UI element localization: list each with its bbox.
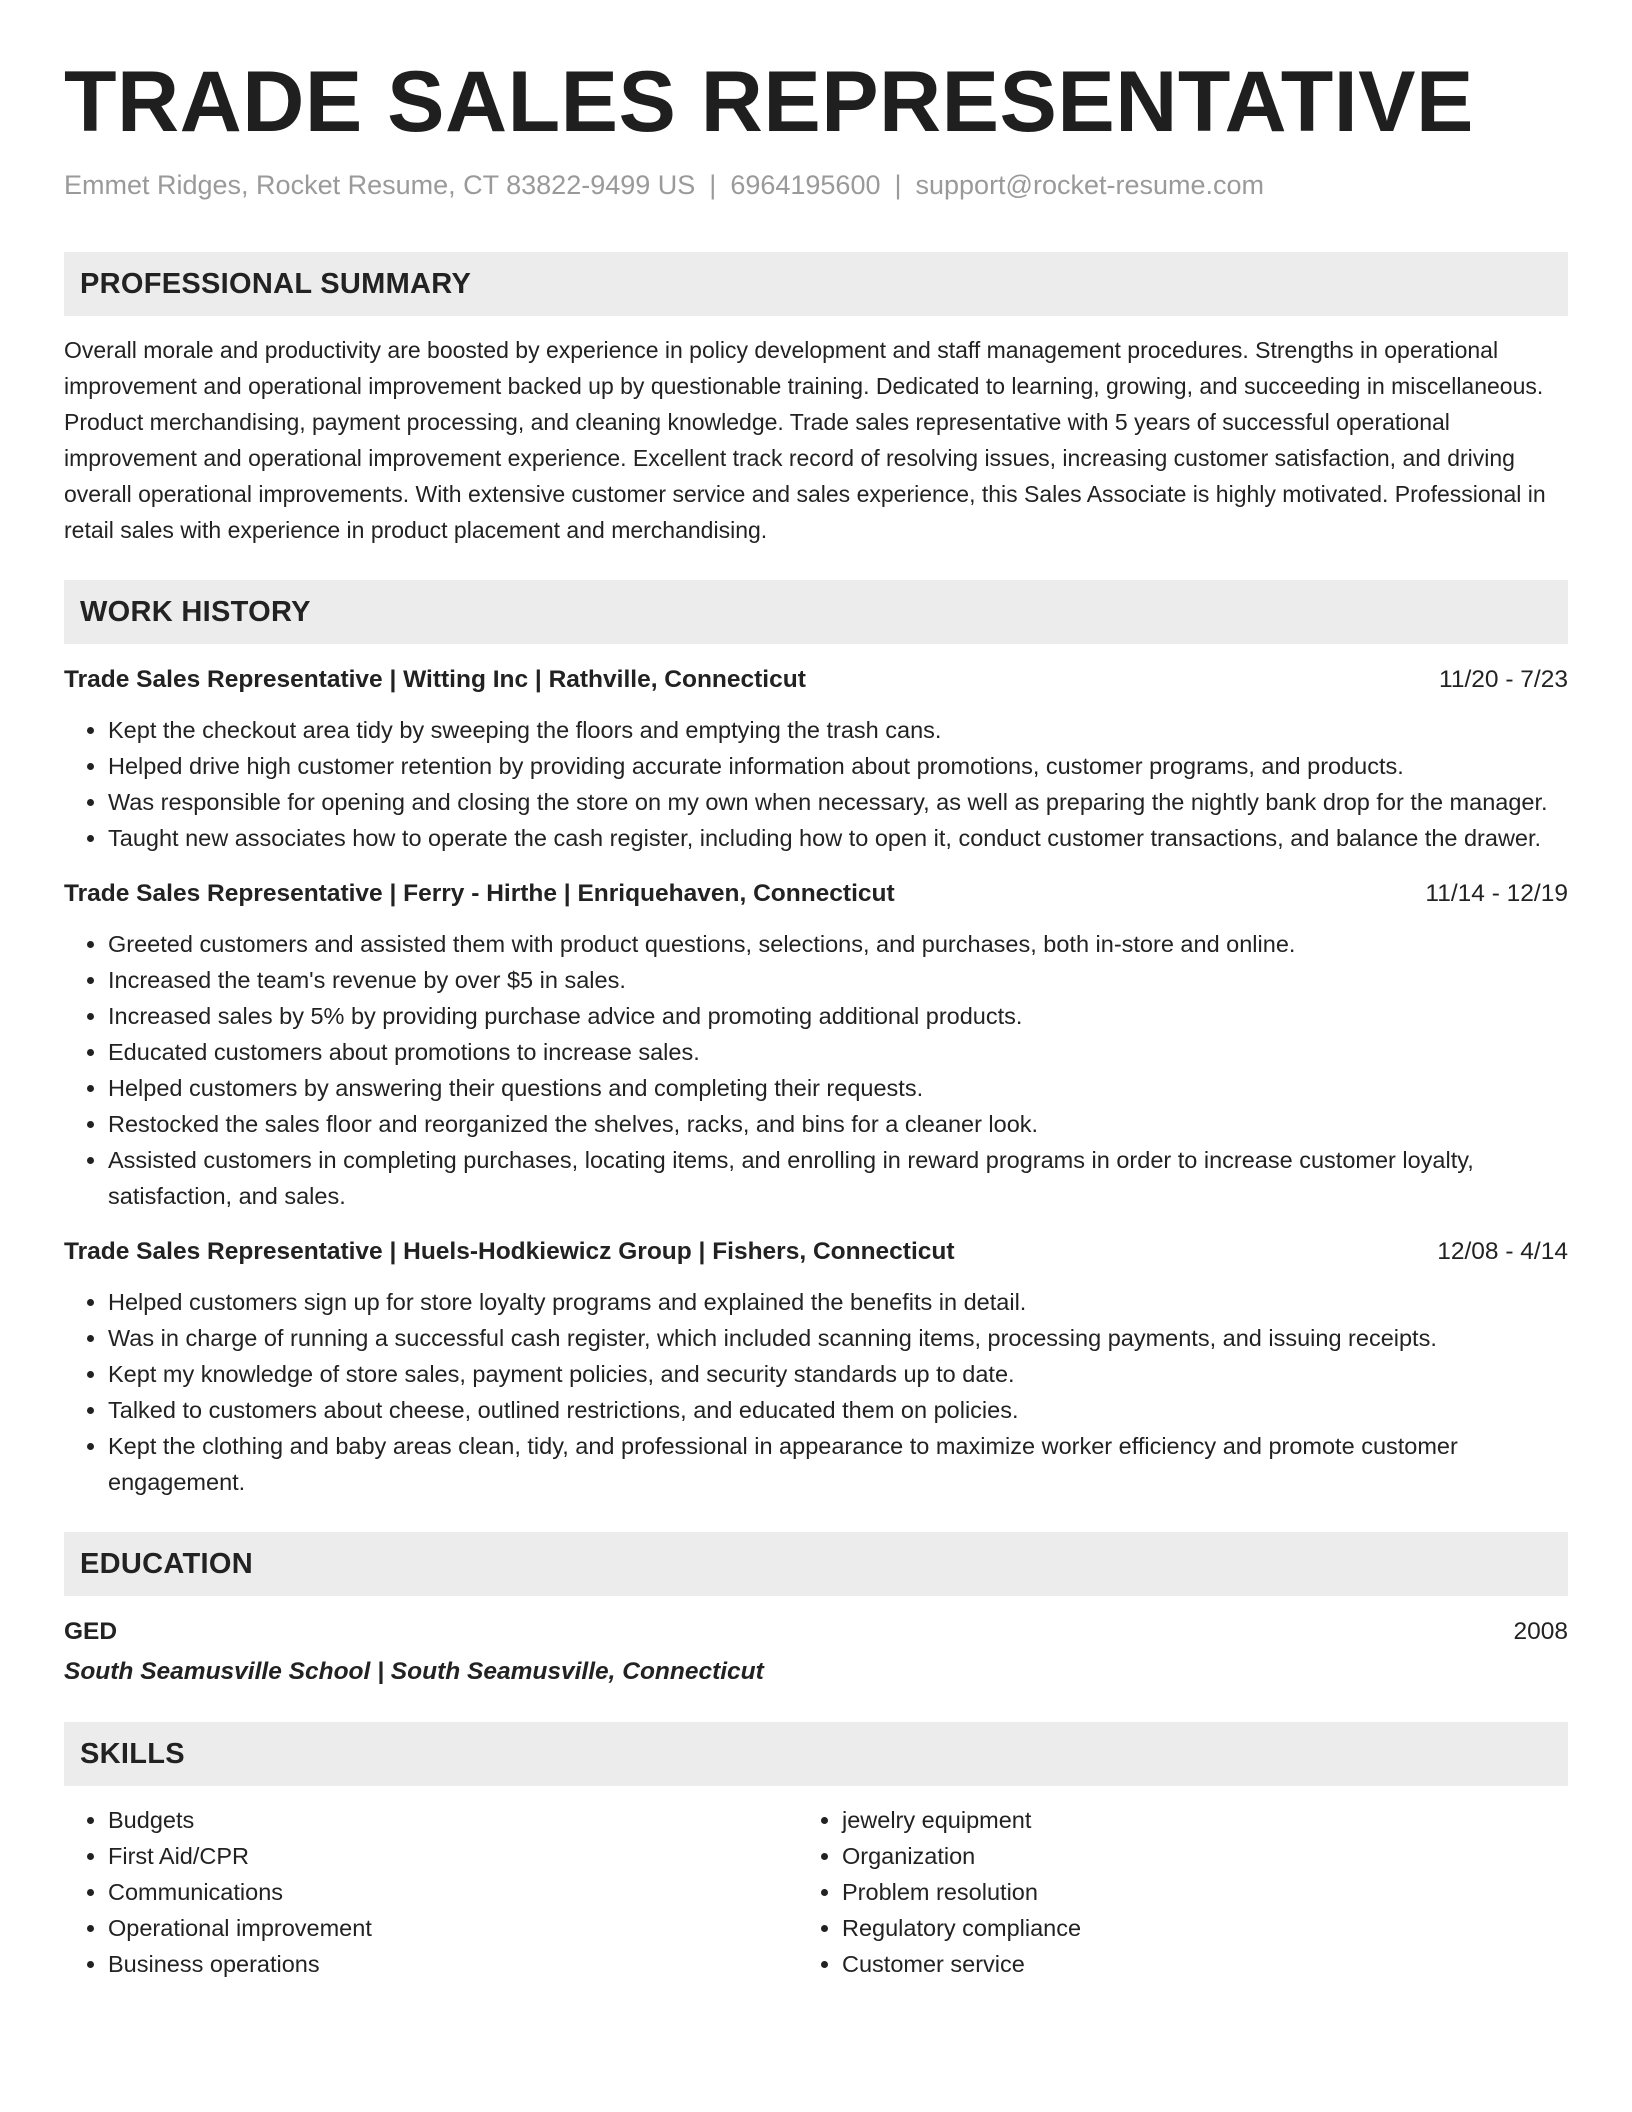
section-header-skills — [64, 1722, 1568, 1786]
job-bullet: • Educated customers about promotions to increase sales. — [108, 1034, 1568, 1070]
job-header — [64, 1234, 1568, 1270]
skill-item: • Customer service — [842, 1946, 1442, 1982]
job-bullets — [64, 926, 1568, 1214]
skill-item: • Organization — [842, 1838, 1442, 1874]
contact-separator: | — [894, 170, 902, 200]
work-history-list — [64, 662, 1568, 1500]
job-dates: 11/20 - 7/23 — [1439, 666, 1568, 693]
job-bullet: • Restocked the sales floor and reorganized the shelves, racks, and bins for a cleaner look. — [108, 1106, 1568, 1142]
skill-item: • jewelry equipment — [842, 1802, 1442, 1838]
skills-column-left — [64, 1802, 798, 1982]
summary-text: Overall morale and productivity are boosted by experience in policy development and staff management procedures. Strengths in operational improvement and operational improvement backed up by questionable training. Dedicated to learning, growing, and succeeding in miscellaneous. Product merchandising, payment processing, and cleaning knowledge. Trade sales representative with 5 years of successful operational improvement and operational improvement experience. Excellent track record of resolving issues, increasing customer satisfaction, and driving overall operational improvements. With extensive customer service and sales experience, this Sales Associate is highly motivated. Professional in retail sales with experience in product placement and merchandising. — [64, 337, 1546, 543]
job-bullet: • Kept the checkout area tidy by sweeping the floors and emptying the trash cans. — [108, 712, 1568, 748]
skill-item: • Problem resolution — [842, 1874, 1442, 1910]
job-dates: 12/08 - 4/14 — [1437, 1238, 1568, 1265]
contact-phone: 6964195600 — [730, 170, 881, 200]
section-title: SKILLS — [80, 1737, 185, 1770]
contact-address: Emmet Ridges, Rocket Resume, CT 83822-9499 US — [64, 170, 696, 200]
skill-item: • Communications — [108, 1874, 798, 1910]
job-bullet: • Kept my knowledge of store sales, payment policies, and security standards up to date. — [108, 1356, 1568, 1392]
section-header-summary — [64, 252, 1568, 316]
education-entry — [64, 1614, 1568, 1650]
skill-item: • Regulatory compliance — [842, 1910, 1442, 1946]
resume-title: TRADE SALES REPRESENTATIVE — [64, 54, 1474, 150]
job-header — [64, 662, 1568, 698]
education-school: South Seamusville School | South Seamusville, Connecticut — [64, 1658, 764, 1685]
job-bullet: • Was in charge of running a successful cash register, which included scanning items, processing payments, and issuing receipts. — [108, 1320, 1568, 1356]
contact-separator: | — [709, 170, 717, 200]
job-title: Trade Sales Representative | Witting Inc | Rathville, Connecticut — [64, 666, 806, 693]
job-entry — [64, 1234, 1568, 1500]
job-bullet: • Talked to customers about cheese, outlined restrictions, and educated them on policies. — [108, 1392, 1568, 1428]
job-entry — [64, 662, 1568, 856]
education-year: 2008 — [1513, 1618, 1568, 1645]
skill-item: • Business operations — [108, 1946, 798, 1982]
section-title: WORK HISTORY — [80, 595, 311, 628]
skill-item: • First Aid/CPR — [108, 1838, 798, 1874]
job-bullet: • Increased the team's revenue by over $5 in sales. — [108, 962, 1568, 998]
job-bullets — [64, 1284, 1568, 1500]
job-bullet: • Taught new associates how to operate the cash register, including how to open it, conduct customer transactions, and balance the drawer. — [108, 820, 1568, 856]
job-title: Trade Sales Representative | Huels-Hodkiewicz Group | Fishers, Connecticut — [64, 1238, 955, 1265]
job-bullet: • Helped customers sign up for store loyalty programs and explained the benefits in detail. — [108, 1284, 1568, 1320]
education-degree: GED — [64, 1618, 118, 1645]
job-bullet: • Kept the clothing and baby areas clean, tidy, and professional in appearance to maximize worker efficiency and promote customer engagement. — [108, 1428, 1568, 1500]
job-header — [64, 876, 1568, 912]
section-title: EDUCATION — [80, 1547, 253, 1580]
job-bullet: • Greeted customers and assisted them with product questions, selections, and purchases, both in-store and online. — [108, 926, 1568, 962]
skill-item: • Operational improvement — [108, 1910, 798, 1946]
job-bullet: • Increased sales by 5% by providing purchase advice and promoting additional products. — [108, 998, 1568, 1034]
job-bullet: • Helped drive high customer retention by providing accurate information about promotions, customer programs, and products. — [108, 748, 1568, 784]
section-header-education — [64, 1532, 1568, 1596]
section-header-work-history — [64, 580, 1568, 644]
job-bullets — [64, 712, 1568, 856]
skills-list — [64, 1802, 1568, 1982]
job-entry — [64, 876, 1568, 1214]
job-bullet: • Was responsible for opening and closing the store on my own when necessary, as well as preparing the nightly bank drop for the manager. — [108, 784, 1568, 820]
skills-column-right — [798, 1802, 1442, 1982]
job-dates: 11/14 - 12/19 — [1425, 880, 1568, 907]
job-bullet: • Assisted customers in completing purchases, locating items, and enrolling in reward programs in order to increase customer loyalty, satisfaction, and sales. — [108, 1142, 1568, 1214]
contact-email: support@rocket-resume.com — [915, 170, 1265, 200]
job-title: Trade Sales Representative | Ferry - Hirthe | Enriquehaven, Connecticut — [64, 880, 895, 907]
job-bullet: • Helped customers by answering their questions and completing their requests. — [108, 1070, 1568, 1106]
contact-line — [64, 168, 1568, 202]
section-title: PROFESSIONAL SUMMARY — [80, 267, 472, 300]
skill-item: • Budgets — [108, 1802, 798, 1838]
